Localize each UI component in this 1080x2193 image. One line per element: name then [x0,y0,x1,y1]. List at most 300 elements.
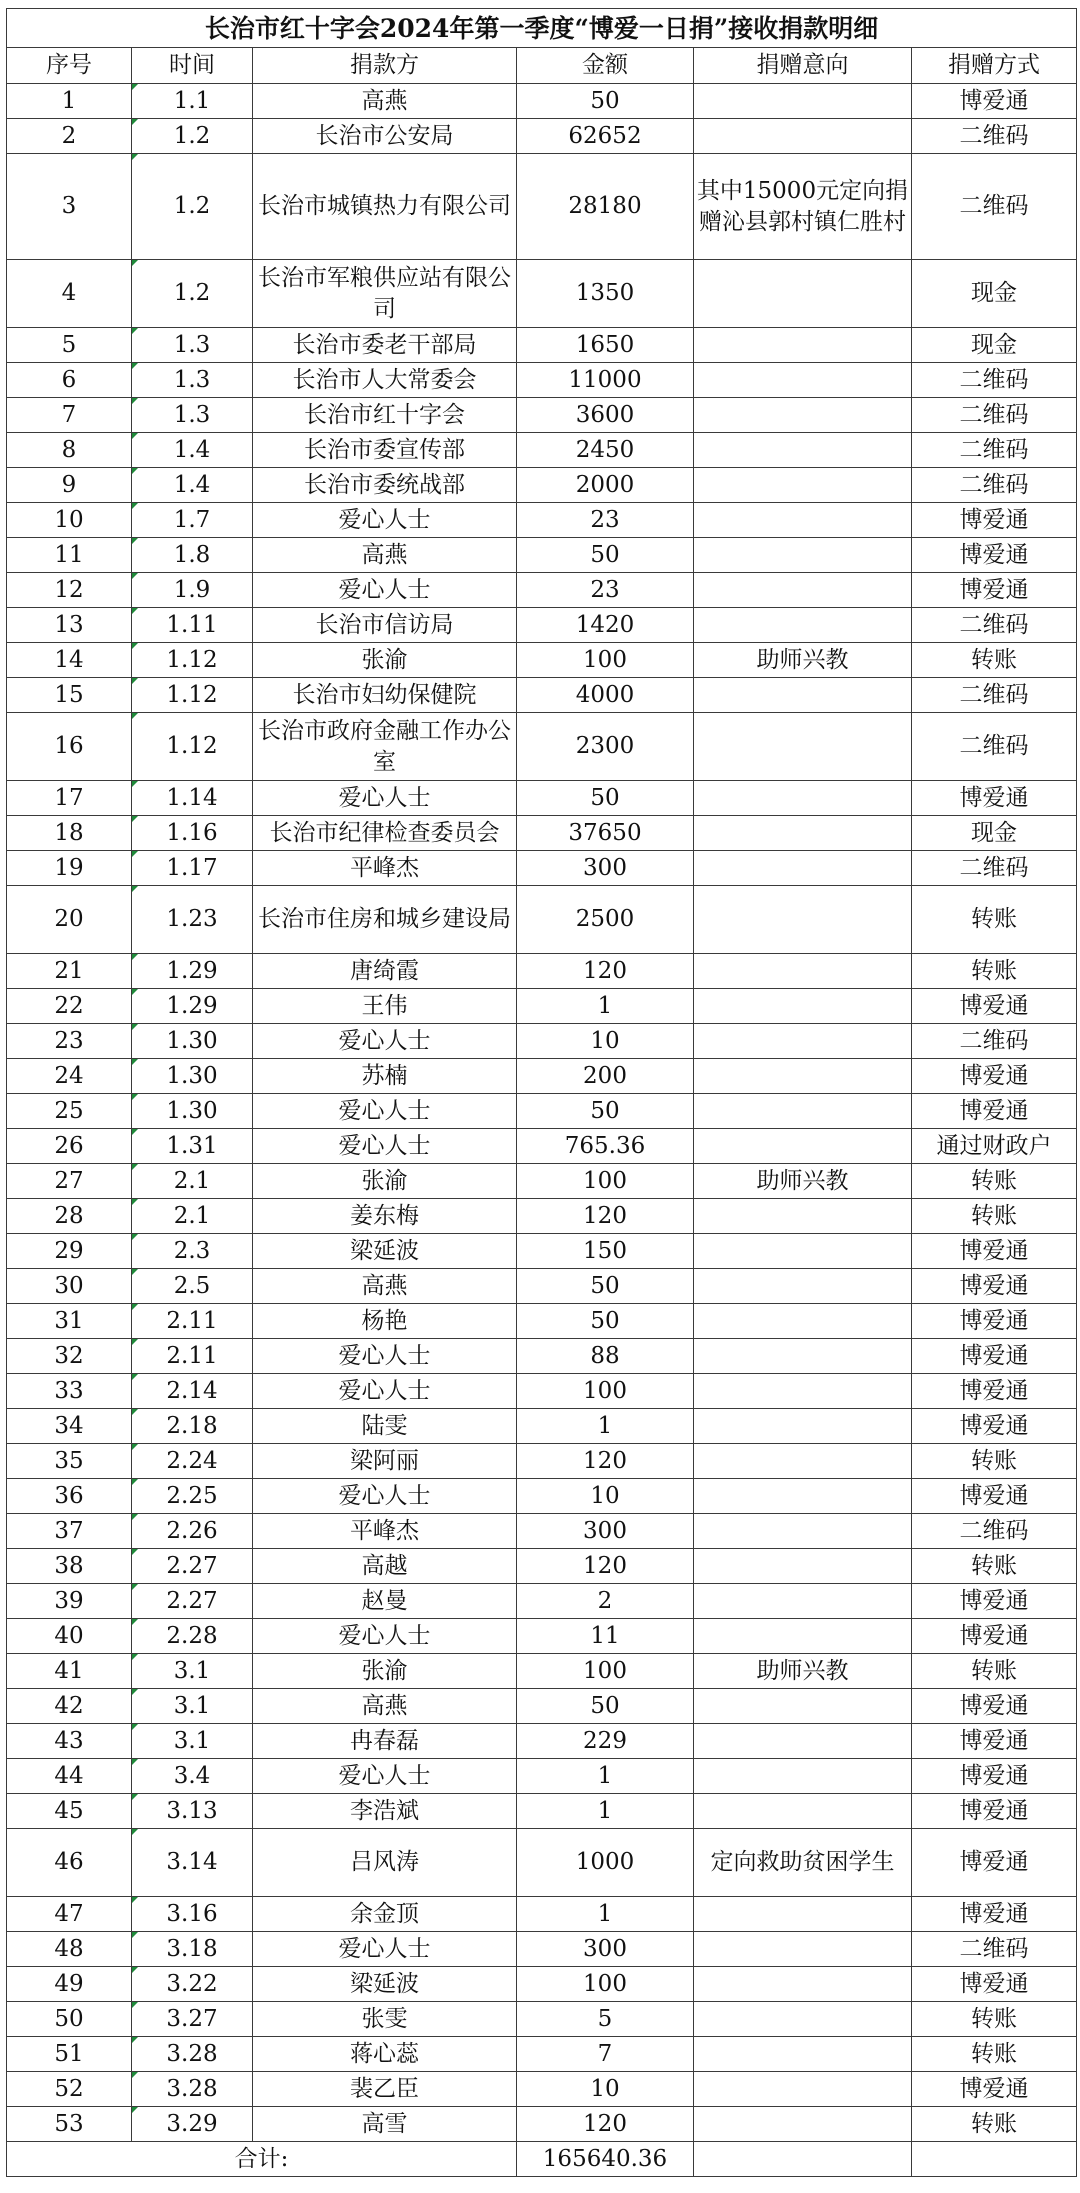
cell-intent [694,1094,912,1129]
cell-time: 1.3 [132,363,253,398]
table-row [7,119,1077,154]
table-row [7,781,1077,816]
cell-seq: 53 [7,2107,132,2142]
cell-amount: 120 [517,954,694,989]
cell-amount: 50 [517,1269,694,1304]
total-amount: 165640.36 [517,2142,694,2177]
cell-time: 3.1 [132,1689,253,1724]
cell-seq: 31 [7,1304,132,1339]
cell-intent [694,1129,912,1164]
cell-intent [694,538,912,573]
cell-seq: 39 [7,1584,132,1619]
cell-time: 3.28 [132,2072,253,2107]
cell-method: 博爱通 [912,1619,1077,1654]
cell-amount: 50 [517,1304,694,1339]
cell-seq: 22 [7,989,132,1024]
cell-intent: 其中15000元定向捐赠沁县郭村镇仁胜村 [694,154,912,260]
cell-method: 博爱通 [912,84,1077,119]
cell-donor: 爱心人士 [253,1619,517,1654]
cell-time: 1.4 [132,433,253,468]
cell-seq: 4 [7,260,132,328]
table-row [7,538,1077,573]
cell-time: 1.1 [132,84,253,119]
cell-donor: 爱心人士 [253,1374,517,1409]
cell-time: 2.26 [132,1514,253,1549]
table-row [7,1129,1077,1164]
table-row [7,1339,1077,1374]
sheet-title: 长治市红十字会2024年第一季度“博爱一日捐”接收捐款明细 [7,9,1077,48]
table-row [7,573,1077,608]
cell-seq: 19 [7,851,132,886]
cell-method: 博爱通 [912,1724,1077,1759]
table-row [7,1094,1077,1129]
cell-donor: 梁延波 [253,1967,517,2002]
cell-donor: 蒋心蕊 [253,2037,517,2072]
cell-donor: 高燕 [253,538,517,573]
cell-method: 二维码 [912,608,1077,643]
cell-seq: 6 [7,363,132,398]
header-seq: 序号 [7,48,132,84]
cell-amount: 10 [517,2072,694,2107]
cell-intent [694,1339,912,1374]
cell-time: 1.29 [132,954,253,989]
cell-seq: 14 [7,643,132,678]
cell-time: 3.28 [132,2037,253,2072]
cell-time: 3.13 [132,1794,253,1829]
cell-time: 3.1 [132,1654,253,1689]
cell-amount: 1000 [517,1829,694,1897]
cell-method: 二维码 [912,433,1077,468]
cell-intent [694,1724,912,1759]
cell-donor: 长治市住房和城乡建设局 [253,886,517,954]
cell-time: 1.4 [132,468,253,503]
cell-seq: 32 [7,1339,132,1374]
cell-amount: 1 [517,1409,694,1444]
cell-donor: 长治市信访局 [253,608,517,643]
cell-time: 1.7 [132,503,253,538]
cell-seq: 44 [7,1759,132,1794]
cell-donor: 爱心人士 [253,1129,517,1164]
cell-method: 博爱通 [912,1094,1077,1129]
cell-amount: 100 [517,643,694,678]
cell-amount: 120 [517,1199,694,1234]
table-row [7,1304,1077,1339]
cell-donor: 长治市公安局 [253,119,517,154]
cell-seq: 15 [7,678,132,713]
cell-amount: 1 [517,1759,694,1794]
cell-seq: 50 [7,2002,132,2037]
cell-donor: 爱心人士 [253,1932,517,1967]
cell-time: 1.8 [132,538,253,573]
cell-seq: 18 [7,816,132,851]
table-row [7,1059,1077,1094]
cell-donor: 长治市红十字会 [253,398,517,433]
cell-seq: 17 [7,781,132,816]
cell-donor: 吕风涛 [253,1829,517,1897]
cell-amount: 4000 [517,678,694,713]
cell-method: 现金 [912,328,1077,363]
cell-intent: 助师兴教 [694,643,912,678]
cell-time: 2.27 [132,1549,253,1584]
header-amount: 金额 [517,48,694,84]
header-row [7,48,1077,84]
cell-amount: 7 [517,2037,694,2072]
cell-intent [694,398,912,433]
cell-method: 博爱通 [912,573,1077,608]
cell-intent: 助师兴教 [694,1654,912,1689]
cell-seq: 33 [7,1374,132,1409]
cell-seq: 23 [7,1024,132,1059]
cell-time: 2.27 [132,1584,253,1619]
cell-intent [694,1024,912,1059]
cell-donor: 裴乙臣 [253,2072,517,2107]
cell-amount: 1420 [517,608,694,643]
cell-amount: 200 [517,1059,694,1094]
cell-amount: 11 [517,1619,694,1654]
cell-method: 二维码 [912,119,1077,154]
table-row [7,1409,1077,1444]
cell-intent [694,363,912,398]
cell-amount: 3600 [517,398,694,433]
cell-time: 2.5 [132,1269,253,1304]
cell-time: 2.11 [132,1304,253,1339]
cell-seq: 16 [7,713,132,781]
cell-donor: 李浩斌 [253,1794,517,1829]
table-row [7,363,1077,398]
cell-time: 2.28 [132,1619,253,1654]
cell-time: 2.14 [132,1374,253,1409]
cell-intent [694,1269,912,1304]
table-row [7,1584,1077,1619]
cell-intent [694,678,912,713]
cell-time: 1.2 [132,260,253,328]
cell-method: 转账 [912,1654,1077,1689]
cell-seq: 27 [7,1164,132,1199]
table-row [7,2107,1077,2142]
cell-seq: 9 [7,468,132,503]
cell-donor: 爱心人士 [253,573,517,608]
cell-method: 转账 [912,2037,1077,2072]
cell-method: 转账 [912,2002,1077,2037]
cell-donor: 长治市人大常委会 [253,363,517,398]
table-row [7,468,1077,503]
cell-method: 二维码 [912,363,1077,398]
cell-donor: 爱心人士 [253,1759,517,1794]
cell-intent [694,433,912,468]
cell-time: 2.1 [132,1199,253,1234]
cell-seq: 8 [7,433,132,468]
cell-amount: 10 [517,1024,694,1059]
cell-method: 转账 [912,1549,1077,1584]
header-time: 时间 [132,48,253,84]
cell-amount: 23 [517,503,694,538]
cell-amount: 2450 [517,433,694,468]
cell-method: 二维码 [912,1024,1077,1059]
cell-amount: 23 [517,573,694,608]
table-row [7,816,1077,851]
cell-method: 博爱通 [912,1584,1077,1619]
cell-intent: 定向救助贫困学生 [694,1829,912,1897]
donation-sheet [6,8,1076,2177]
cell-seq: 1 [7,84,132,119]
table-row [7,433,1077,468]
cell-time: 3.27 [132,2002,253,2037]
cell-amount: 150 [517,1234,694,1269]
cell-donor: 梁阿丽 [253,1444,517,1479]
cell-amount: 120 [517,1444,694,1479]
cell-donor: 爱心人士 [253,1094,517,1129]
cell-time: 3.18 [132,1932,253,1967]
donation-table [6,8,1077,2177]
cell-donor: 梁延波 [253,1234,517,1269]
total-empty-cell [912,2142,1077,2177]
cell-donor: 长治市城镇热力有限公司 [253,154,517,260]
cell-time: 3.16 [132,1897,253,1932]
cell-donor: 赵曼 [253,1584,517,1619]
cell-method: 二维码 [912,468,1077,503]
cell-intent [694,608,912,643]
cell-intent [694,2107,912,2142]
cell-method: 博爱通 [912,1059,1077,1094]
cell-donor: 平峰杰 [253,851,517,886]
cell-seq: 46 [7,1829,132,1897]
cell-method: 博爱通 [912,1339,1077,1374]
cell-seq: 35 [7,1444,132,1479]
cell-donor: 高雪 [253,2107,517,2142]
table-row [7,1932,1077,1967]
header-intent: 捐赠意向 [694,48,912,84]
cell-method: 二维码 [912,398,1077,433]
cell-time: 1.23 [132,886,253,954]
cell-intent [694,84,912,119]
cell-seq: 34 [7,1409,132,1444]
cell-intent [694,1549,912,1584]
cell-seq: 21 [7,954,132,989]
cell-intent [694,2002,912,2037]
cell-seq: 49 [7,1967,132,2002]
cell-intent [694,1059,912,1094]
cell-method: 博爱通 [912,503,1077,538]
cell-time: 2.1 [132,1164,253,1199]
table-row [7,989,1077,1024]
cell-seq: 43 [7,1724,132,1759]
cell-method: 现金 [912,260,1077,328]
cell-intent [694,1689,912,1724]
cell-time: 1.30 [132,1059,253,1094]
table-row [7,2072,1077,2107]
cell-seq: 52 [7,2072,132,2107]
cell-amount: 100 [517,1164,694,1199]
cell-seq: 36 [7,1479,132,1514]
cell-method: 通过财政户 [912,1129,1077,1164]
table-row [7,1689,1077,1724]
cell-time: 1.12 [132,678,253,713]
cell-amount: 120 [517,2107,694,2142]
cell-method: 博爱通 [912,781,1077,816]
cell-intent [694,2072,912,2107]
cell-amount: 120 [517,1549,694,1584]
cell-intent [694,1897,912,1932]
cell-donor: 爱心人士 [253,1479,517,1514]
table-row [7,1619,1077,1654]
table-row [7,1444,1077,1479]
cell-amount: 100 [517,1654,694,1689]
cell-method: 二维码 [912,678,1077,713]
cell-amount: 100 [517,1374,694,1409]
cell-seq: 30 [7,1269,132,1304]
cell-method: 转账 [912,2107,1077,2142]
total-empty-cell [694,2142,912,2177]
cell-method: 二维码 [912,154,1077,260]
cell-donor: 爱心人士 [253,1024,517,1059]
cell-amount: 11000 [517,363,694,398]
table-row [7,1234,1077,1269]
table-row [7,1759,1077,1794]
table-row [7,2037,1077,2072]
cell-method: 博爱通 [912,2072,1077,2107]
cell-seq: 29 [7,1234,132,1269]
table-row [7,713,1077,781]
cell-donor: 长治市委宣传部 [253,433,517,468]
table-row [7,503,1077,538]
cell-donor: 爱心人士 [253,503,517,538]
table-row [7,1724,1077,1759]
cell-seq: 24 [7,1059,132,1094]
cell-donor: 余金顶 [253,1897,517,1932]
cell-seq: 42 [7,1689,132,1724]
cell-intent [694,1794,912,1829]
cell-donor: 冉春磊 [253,1724,517,1759]
table-row [7,1164,1077,1199]
cell-time: 1.14 [132,781,253,816]
cell-method: 现金 [912,816,1077,851]
cell-amount: 37650 [517,816,694,851]
cell-time: 1.17 [132,851,253,886]
cell-amount: 2300 [517,713,694,781]
cell-donor: 陆雯 [253,1409,517,1444]
cell-intent [694,989,912,1024]
cell-seq: 12 [7,573,132,608]
cell-intent [694,1514,912,1549]
cell-amount: 1 [517,1897,694,1932]
cell-time: 1.29 [132,989,253,1024]
header-donor: 捐款方 [253,48,517,84]
cell-donor: 爱心人士 [253,781,517,816]
cell-intent [694,2037,912,2072]
cell-donor: 平峰杰 [253,1514,517,1549]
cell-method: 博爱通 [912,1409,1077,1444]
table-row [7,1479,1077,1514]
cell-method: 博爱通 [912,1759,1077,1794]
cell-intent [694,954,912,989]
cell-seq: 26 [7,1129,132,1164]
cell-method: 博爱通 [912,1897,1077,1932]
cell-intent [694,1967,912,2002]
cell-time: 2.18 [132,1409,253,1444]
cell-amount: 62652 [517,119,694,154]
cell-amount: 1650 [517,328,694,363]
cell-amount: 300 [517,1932,694,1967]
cell-donor: 高燕 [253,1269,517,1304]
cell-amount: 5 [517,2002,694,2037]
cell-seq: 7 [7,398,132,433]
cell-method: 二维码 [912,1514,1077,1549]
cell-time: 2.3 [132,1234,253,1269]
cell-time: 3.1 [132,1724,253,1759]
table-row [7,84,1077,119]
cell-amount: 2500 [517,886,694,954]
table-row [7,1199,1077,1234]
cell-amount: 300 [517,1514,694,1549]
cell-seq: 20 [7,886,132,954]
table-row [7,2002,1077,2037]
cell-donor: 姜东梅 [253,1199,517,1234]
cell-donor: 高燕 [253,1689,517,1724]
table-row [7,1514,1077,1549]
cell-time: 1.16 [132,816,253,851]
table-row [7,1829,1077,1897]
cell-method: 二维码 [912,1932,1077,1967]
cell-amount: 1 [517,1794,694,1829]
cell-seq: 5 [7,328,132,363]
table-row [7,1024,1077,1059]
cell-donor: 唐绮霞 [253,954,517,989]
cell-amount: 1 [517,989,694,1024]
total-row [7,2142,1077,2177]
cell-amount: 88 [517,1339,694,1374]
table-row [7,260,1077,328]
cell-seq: 47 [7,1897,132,1932]
cell-method: 转账 [912,1164,1077,1199]
cell-time: 1.2 [132,154,253,260]
cell-method: 博爱通 [912,1689,1077,1724]
cell-seq: 28 [7,1199,132,1234]
cell-method: 博爱通 [912,989,1077,1024]
cell-amount: 50 [517,1689,694,1724]
cell-seq: 45 [7,1794,132,1829]
table-row [7,608,1077,643]
header-method: 捐赠方式 [912,48,1077,84]
cell-donor: 张渝 [253,1654,517,1689]
cell-seq: 51 [7,2037,132,2072]
cell-method: 博爱通 [912,538,1077,573]
cell-donor: 王伟 [253,989,517,1024]
cell-seq: 2 [7,119,132,154]
cell-seq: 10 [7,503,132,538]
cell-method: 转账 [912,1444,1077,1479]
cell-intent: 助师兴教 [694,1164,912,1199]
cell-time: 1.2 [132,119,253,154]
cell-amount: 765.36 [517,1129,694,1164]
cell-intent [694,781,912,816]
table-row [7,851,1077,886]
cell-donor: 长治市纪律检查委员会 [253,816,517,851]
cell-donor: 长治市委老干部局 [253,328,517,363]
cell-method: 博爱通 [912,1829,1077,1897]
cell-seq: 40 [7,1619,132,1654]
cell-intent [694,260,912,328]
cell-method: 博爱通 [912,1269,1077,1304]
cell-donor: 苏楠 [253,1059,517,1094]
cell-time: 1.30 [132,1024,253,1059]
cell-intent [694,468,912,503]
cell-amount: 2 [517,1584,694,1619]
cell-intent [694,1409,912,1444]
cell-seq: 37 [7,1514,132,1549]
cell-donor: 长治市委统战部 [253,468,517,503]
cell-seq: 41 [7,1654,132,1689]
cell-intent [694,1234,912,1269]
